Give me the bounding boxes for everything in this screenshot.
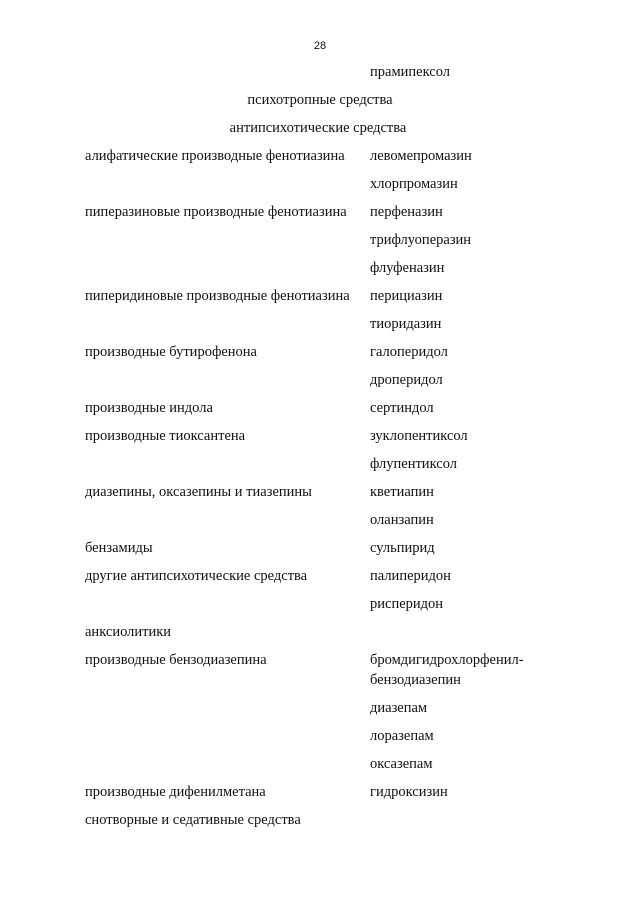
- class-name: пиперидиновые производные фенотиазина: [85, 288, 350, 304]
- drug-name: флуфеназин: [370, 260, 445, 276]
- class-name: бензамиды: [85, 540, 153, 556]
- class-name: анксиолитики: [85, 624, 172, 640]
- drug-name: оксазепам: [370, 756, 433, 772]
- section-title-antipsychotic: антипсихотические средства: [229, 120, 407, 136]
- class-name: снотворные и седативные средства: [85, 812, 301, 828]
- class-name: пиперазиновые производные фенотиазина: [85, 204, 347, 220]
- drug-name: левомепромазин: [370, 148, 472, 164]
- class-name: производные дифенилметана: [85, 784, 266, 800]
- drug-name: кветиапин: [370, 484, 434, 500]
- drug-name-continuation: бензодиазепин: [370, 672, 461, 688]
- page-number: 28: [313, 40, 327, 52]
- class-name: производные индола: [85, 400, 213, 416]
- drug-name: хлорпромазин: [370, 176, 458, 192]
- drug-name: бромдигидрохлорфенил-: [370, 652, 524, 668]
- drug-name: дроперидол: [370, 372, 443, 388]
- class-name: алифатические производные фенотиазина: [85, 148, 345, 164]
- class-name: другие антипсихотические средства: [85, 568, 308, 584]
- class-name: производные бензодиазепина: [85, 652, 267, 668]
- drug-name: гидроксизин: [370, 784, 448, 800]
- drug-name: сертиндол: [370, 400, 434, 416]
- drug-name: галоперидол: [370, 344, 448, 360]
- drug-name: диазепам: [370, 700, 428, 716]
- drug-name: перициазин: [370, 288, 443, 304]
- drug-name: прамипексол: [370, 64, 450, 80]
- drug-name: сульпирид: [370, 540, 435, 556]
- class-name: производные бутирофенона: [85, 344, 257, 360]
- drug-name: перфеназин: [370, 204, 443, 220]
- drug-name: зуклопентиксол: [370, 428, 468, 444]
- drug-name: тиоридазин: [370, 316, 442, 332]
- class-name: производные тиоксантена: [85, 428, 246, 444]
- class-name: диазепины, оксазепины и тиазепины: [85, 484, 312, 500]
- drug-name: оланзапин: [370, 512, 434, 528]
- drug-name: рисперидон: [370, 596, 444, 612]
- drug-name: лоразепам: [370, 728, 434, 744]
- drug-name: трифлуоперазин: [370, 232, 472, 248]
- drug-name: палиперидон: [370, 568, 451, 584]
- section-title-psychotropic: психотропные средства: [247, 92, 393, 108]
- drug-name: флупентиксол: [370, 456, 457, 472]
